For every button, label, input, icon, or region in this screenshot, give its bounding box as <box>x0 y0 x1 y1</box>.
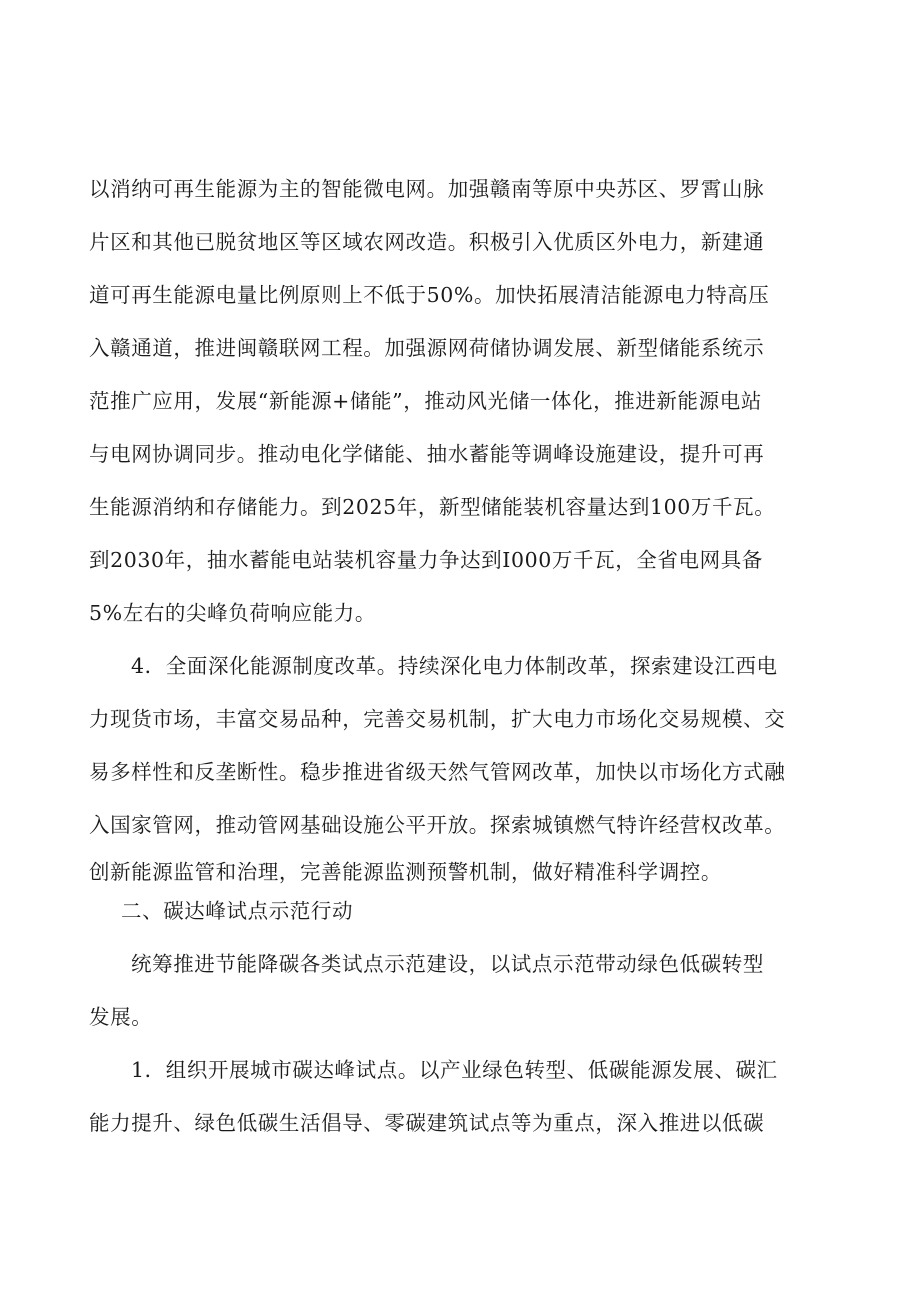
section-item-4: 4．全面深化能源制度改革。持续深化电力体制改革，探索建设江西电 <box>131 654 778 678</box>
text-line: 入国家管网，推动管网基础设施公平开放。探索城镇燃气特许经营权改革。 <box>89 813 786 837</box>
text-line: 道可再生能源电量比例原则上不低于50%。加快拓展清洁能源电力特高压 <box>89 283 770 307</box>
text-line: 统筹推进节能降碳各类试点示范建设，以试点示范带动绿色低碳转型 <box>131 952 764 976</box>
text-line: 能力提升、绿色低碳生活倡导、零碳建筑试点等为重点，深入推进以低碳 <box>89 1111 765 1135</box>
section-heading: 二、碳达峰试点示范行动 <box>121 899 354 923</box>
text-line: 易多样性和反垄断性。稳步推进省级天然气管网改革，加快以市场化方式融 <box>89 760 786 784</box>
text-line: 片区和其他已脱贫地区等区域农网改造。积极引入优质区外电力，新建通 <box>89 230 765 254</box>
text-line: 入赣通道，推进闽赣联网工程。加强源网荷储协调发展、新型储能系统示 <box>89 336 765 360</box>
text-line: 生能源消纳和存储能力。到2025年，新型储能装机容量达到100万千瓦。 <box>89 495 776 519</box>
text-line: 与电网协调同步。推动电化学储能、抽水蓄能等调峰设施建设，提升可再 <box>89 442 765 466</box>
section-item-1: 1．组织开展城市碳达峰试点。以产业绿色转型、低碳能源发展、碳汇 <box>131 1058 778 1082</box>
text-line: 以消纳可再生能源为主的智能微电网。加强赣南等原中央苏区、罗霄山脉 <box>89 177 765 201</box>
text-line: 发展。 <box>89 1005 153 1029</box>
text-line: 范推广应用，发展“新能源+储能”，推动风光储一体化，推进新能源电站 <box>89 389 762 413</box>
text-line: 到2030年，抽水蓄能电站装机容量力争达到I000万千瓦，全省电网具备 <box>89 548 763 572</box>
text-line: 力现货市场，丰富交易品种，完善交易机制，扩大电力市场化交易规模、交 <box>89 707 786 731</box>
text-line: 5%左右的尖峰负荷响应能力。 <box>89 601 376 625</box>
text-line: 创新能源监管和治理，完善能源监测预警机制，做好精准科学调控。 <box>89 860 722 884</box>
